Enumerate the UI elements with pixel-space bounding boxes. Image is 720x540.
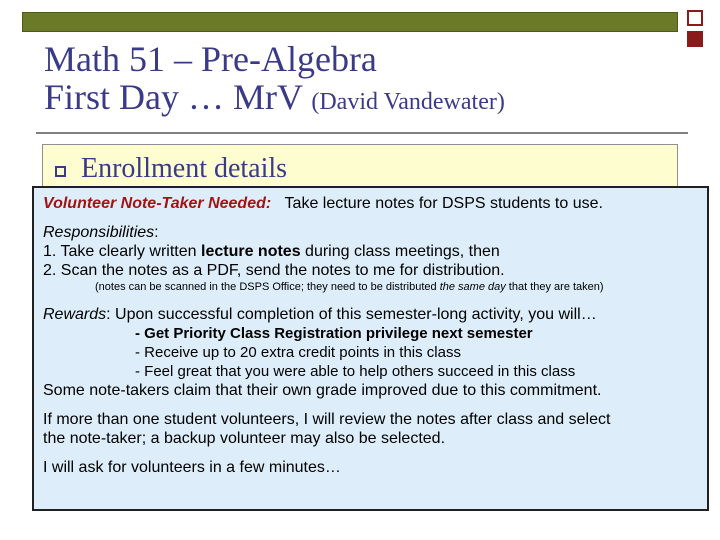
ask-line: I will ask for volunteers in a few minutes… — [43, 459, 341, 476]
corner-square-outline — [687, 10, 703, 26]
responsibility-1 — [43, 242, 697, 261]
top-decorative-bar — [22, 12, 678, 32]
callout-heading-colon: : — [265, 195, 272, 212]
responsibility-1-pre: 1. Take clearly written — [43, 243, 201, 260]
reward-1: - Get Priority Class Registration privilege next semester — [135, 325, 533, 342]
bullet-box — [42, 144, 678, 192]
responsibilities-label: Responsibilities — [43, 224, 155, 241]
scan-note-post: that they are taken) — [505, 281, 604, 293]
bullet-text: Enrollment details — [81, 153, 288, 184]
multi-volunteer-line-2: the note-taker; a backup volunteer may also be selected. — [43, 430, 446, 447]
reward-3: - Feel great that you were able to help others succeed in this class — [135, 363, 576, 380]
responsibility-1-bold: lecture notes — [201, 243, 301, 260]
scan-note-pre: (notes can be scanned in the DSPS Office; they need to be distributed — [95, 281, 440, 293]
title-line-1: Math 51 – Pre-Algebra — [44, 39, 377, 79]
callout-heading: Volunteer Note-Taker Needed — [43, 195, 266, 212]
scan-note — [43, 280, 697, 295]
claim-line: Some note-takers claim that their own grade improved due to this commitment. — [43, 382, 602, 399]
rewards-line — [43, 305, 697, 324]
scan-note-italic: the same day — [439, 281, 506, 293]
square-bullet-icon — [55, 166, 66, 177]
rewards-rest: : Upon successful completion of this semester-long activity, you will… — [106, 306, 597, 323]
rewards-label: Rewards — [43, 306, 107, 323]
slide-title — [44, 40, 505, 121]
responsibilities-line — [43, 223, 697, 242]
reward-2: - Receive up to 20 extra credit points in this class — [135, 344, 461, 361]
responsibilities-colon: : — [154, 224, 159, 241]
callout-heading-rest: Take lecture notes for DSPS students to use. — [284, 195, 603, 212]
title-divider — [36, 132, 688, 134]
title-line-2: First Day … MrV — [44, 77, 303, 117]
corner-square-filled — [687, 31, 703, 47]
title-subtitle: (David Vandewater) — [311, 89, 505, 115]
volunteer-callout — [32, 186, 709, 511]
responsibility-2: 2. Scan the notes as a PDF, send the notes to me for distribution. — [43, 262, 505, 279]
responsibility-1-post: during class meetings, then — [300, 243, 500, 260]
callout-heading-line — [43, 194, 697, 213]
multi-volunteer-line-1: If more than one student volunteers, I will review the notes after class and select — [43, 411, 611, 428]
